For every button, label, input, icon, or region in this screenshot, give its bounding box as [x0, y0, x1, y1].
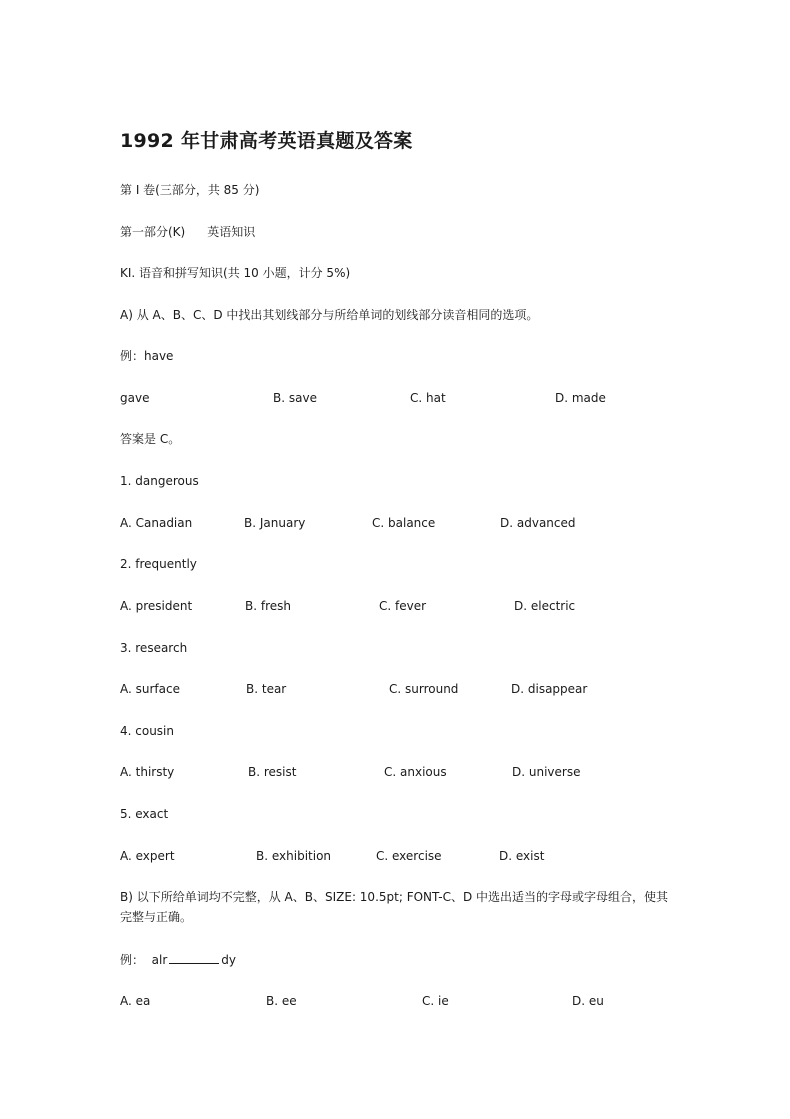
option-c: C. surround [389, 682, 459, 696]
example-a-option: gave [120, 391, 150, 405]
example-b-options [0, 993, 790, 1009]
option-d: D. electric [514, 599, 576, 613]
example-b-prompt [120, 952, 236, 968]
option-c: C. fever [379, 599, 427, 613]
example-a-option: C. hat [410, 391, 446, 405]
example-b-prefix: 例： [120, 953, 145, 967]
option-b: B. fresh [245, 599, 291, 613]
option-d: D. eu [572, 994, 604, 1008]
fill-blank [169, 952, 219, 964]
option-a: A. ea [120, 994, 151, 1008]
example-b-word-start: alr [151, 953, 168, 967]
option-a: A. surface [120, 682, 180, 696]
question-options [0, 515, 790, 531]
part-a-instruction: A) 从 A、B、C、D 中找出其划线部分与所给单词的划线部分读音相同的选项。 [120, 308, 539, 322]
option-d: D. advanced [500, 516, 576, 530]
option-c: C. balance [372, 516, 436, 530]
question-stem: 3. research [120, 641, 188, 655]
page-title: 1992 年甘肃高考英语真题及答案 [120, 130, 413, 152]
option-d: D. disappear [511, 682, 588, 696]
example-a-option: D. made [555, 391, 606, 405]
part-one-label: 第一部分(K) [120, 225, 186, 239]
question-options [0, 681, 790, 697]
question-stem: 5. exact [120, 807, 169, 821]
option-b: B. ee [266, 994, 297, 1008]
part-b-instruction: B) 以下所给单词均不完整，从 A、B、SIZE: 10.5pt; FONT-C、D 中选出适当的字母或字母组合，使其完整与正确。 [120, 890, 669, 924]
section-volume-heading: 第 I 卷(三部分，共 85 分) [120, 183, 260, 197]
option-b: B. resist [248, 765, 297, 779]
part-one-heading [120, 224, 255, 240]
example-a-options [0, 390, 790, 406]
part-ki-heading: KI. 语音和拼写知识(共 10 小题，计分 5%) [120, 266, 351, 280]
question-stem: 1. dangerous [120, 474, 199, 488]
question-stem: 2. frequently [120, 557, 197, 571]
part-one-name: 英语知识 [207, 225, 256, 239]
example-a-option: B. save [273, 391, 317, 405]
question-options [0, 598, 790, 614]
option-a: A. expert [120, 849, 175, 863]
question-options [0, 848, 790, 864]
option-d: D. universe [512, 765, 581, 779]
example-a-prompt: 例：have [120, 349, 174, 363]
option-c: C. ie [422, 994, 449, 1008]
option-a: A. president [120, 599, 193, 613]
option-c: C. anxious [384, 765, 447, 779]
question-stem: 4. cousin [120, 724, 174, 738]
option-b: B. tear [246, 682, 287, 696]
option-d: D. exist [499, 849, 545, 863]
option-a: A. Canadian [120, 516, 193, 530]
example-a-answer: 答案是 C。 [120, 432, 181, 446]
option-a: A. thirsty [120, 765, 175, 779]
option-b: B. exhibition [256, 849, 332, 863]
option-b: B. January [244, 516, 306, 530]
question-options [0, 764, 790, 780]
option-c: C. exercise [376, 849, 442, 863]
example-b-word-end: dy [221, 953, 236, 967]
